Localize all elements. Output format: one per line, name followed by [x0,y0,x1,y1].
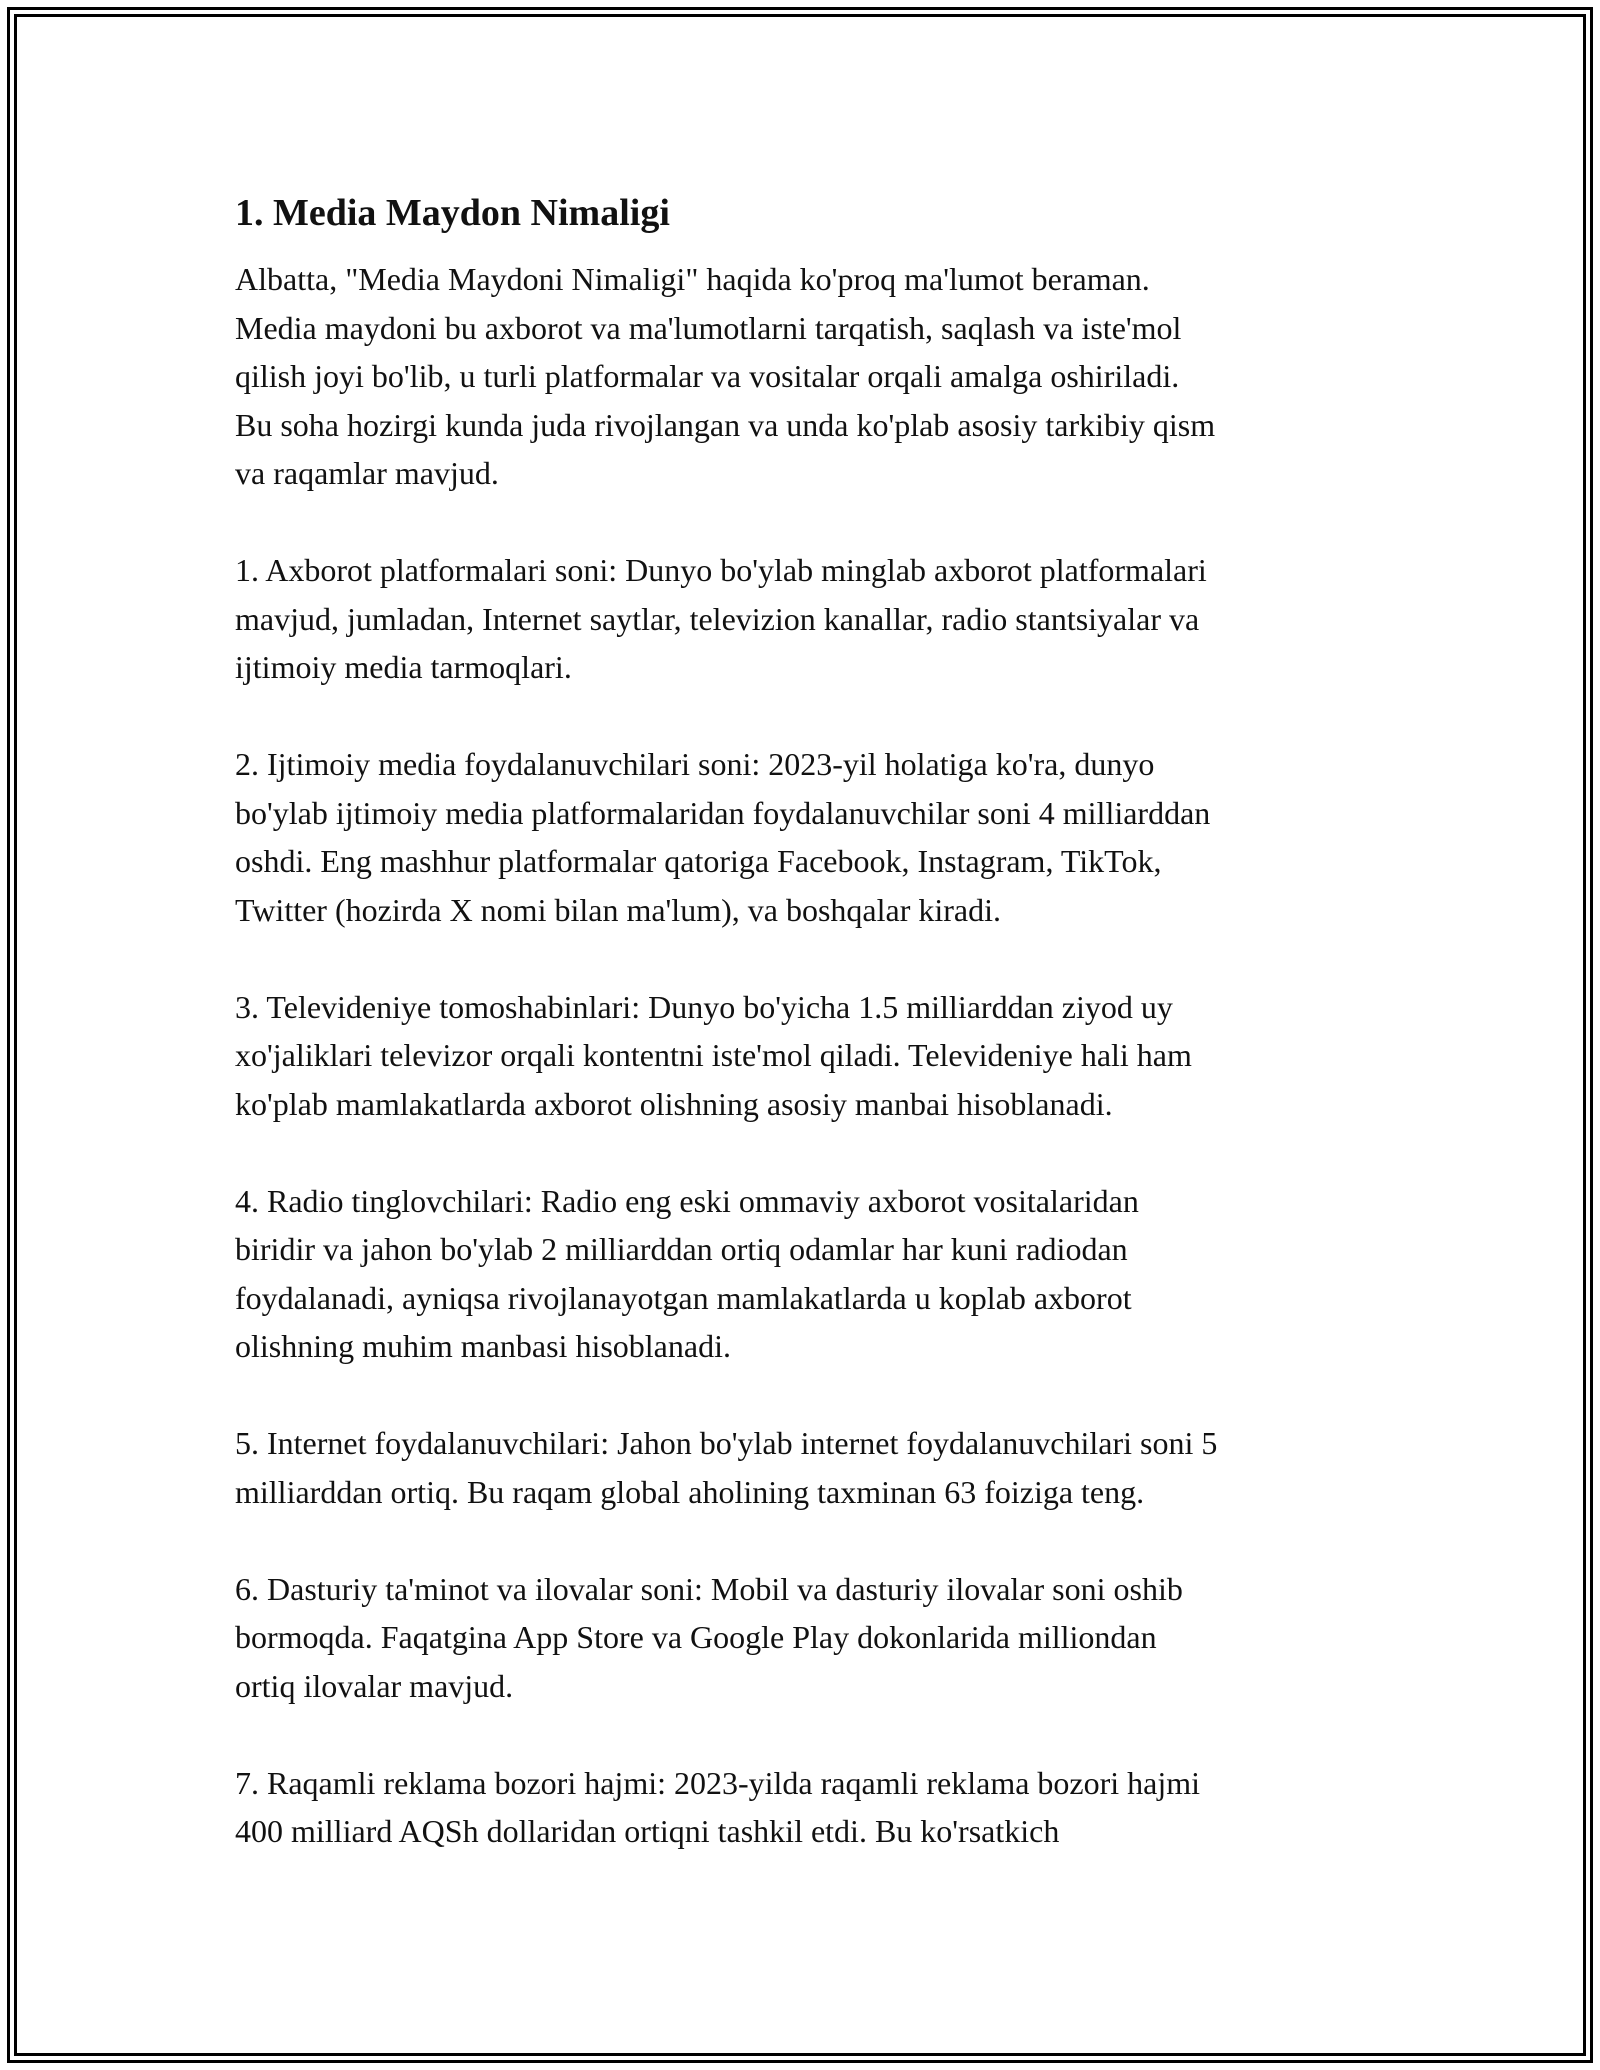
section-heading: 1. Media Maydon Nimaligi [235,192,670,234]
list-item-5-paragraph: 5. Internet foydalanuvchilari: Jahon bo'ylab internet foydalanuvchilari soni 5 milliarddan ortiq. Bu raqam global aholining taxminan 63 foiziga teng. [235,1425,1218,1510]
list-item-1-paragraph: 1. Axborot platformalari soni: Dunyo bo'ylab minglab axborot platformalari mavjud, jumladan, Internet saytlar, televizion kanallar, radio stantsiyalar va ijtimoiy media tarmoqlari. [235,552,1207,685]
document-body [235,185,1380,1856]
list-item-4-paragraph: 4. Radio tinglovchilari: Radio eng eski ommaviy axborot vositalaridan biridir va jahon bo'ylab 2 milliarddan ortiq odamlar har kuni radiodan foydalanadi, ayniqsa rivojlanayotgan mamlakatlarda u koplab axborot olishning muhim manbasi hisoblanadi. [235,1182,1139,1364]
intro-paragraph: Albatta, "Media Maydoni Nimaligi" haqida ko'proq ma'lumot beraman. Media maydoni bu axborot va ma'lumotlarni tarqatish, saqlash va iste'mol qilish joyi bo'lib, u turli platformalar va vositalar orqali amalga oshiriladi. Bu soha hozirgi kunda juda rivojlangan va unda ko'plab asosiy tarkibiy qism va raqamlar mavjud. [235,261,1216,491]
list-item-7-paragraph: 7. Raqamli reklama bozori hajmi: 2023-yilda raqamli reklama bozori hajmi 400 milliard AQSh dollaridan ortiqni tashkil etdi. Bu ko'rsatkich [235,1764,1201,1849]
list-item-2-paragraph: 2. Ijtimoiy media foydalanuvchilari soni: 2023-yil holatiga ko'ra, dunyo bo'ylab ijtimoiy media platformalaridan foydalanuvchilar soni 4 milliarddan oshdi. Eng mashhur platformalar qatoriga Facebook, Instagram, TikTok, Twitter (hozirda X nomi bilan ma'lum), va boshqalar kiradi. [235,746,1211,928]
list-item-3-paragraph: 3. Televideniye tomoshabinlari: Dunyo bo'yicha 1.5 milliarddan ziyod uy xo'jaliklari televizor orqali kontentni iste'mol qiladi. Televideniye hali ham ko'plab mamlakatlarda axborot olishning asosiy manbai hisoblanadi. [235,988,1192,1122]
list-item-6-paragraph: 6. Dasturiy ta'minot va ilovalar soni: Mobil va dasturiy ilovalar soni oshib bormoqda. Faqatgina App Store va Google Play dokonlarida milliondan ortiq ilovalar mavjud. [235,1570,1183,1704]
